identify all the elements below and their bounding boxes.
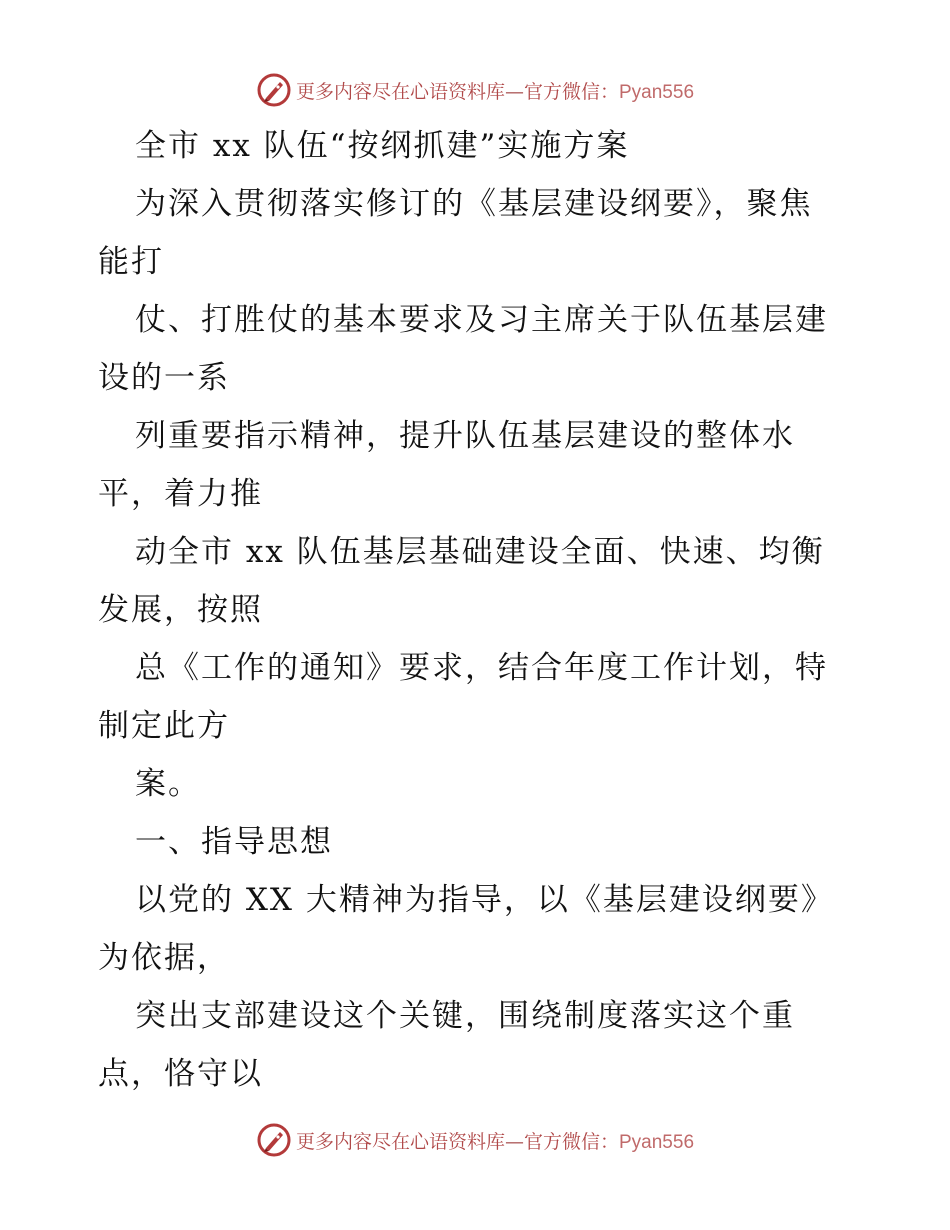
text-line: 平，着力推 [98,476,263,512]
document-body [98,117,858,1103]
text-line: 一、指导思想 [135,824,333,860]
pen-logo-icon [256,72,292,108]
text-line: 动全市 xx 队伍基层基础建设全面、快速、均衡 [135,534,825,570]
watermark-text: 更多内容尽在心语资料库—官方微信：Pyan556 [295,80,695,103]
pen-logo-icon [256,1122,292,1158]
watermark-text: 更多内容尽在心语资料库—官方微信：Pyan556 [295,1130,695,1153]
text-line: 为依据， [98,940,230,976]
text-line: 能打 [98,244,164,280]
text-line: 仗、打胜仗的基本要求及习主席关于队伍基层建 [135,302,828,338]
text-line: 全市 xx 队伍“按纲抓建”实施方案 [135,128,630,164]
text-line: 为深入贯彻落实修订的《基层建设纲要》，聚焦 [135,186,813,222]
text-line: 总《工作的通知》要求，结合年度工作计划，特 [135,650,828,686]
text-line: 以党的 XX 大精神为指导，以《基层建设纲要》 [135,882,834,918]
header-watermark [0,70,950,110]
text-line: 列重要指示精神，提升队伍基层建设的整体水 [135,418,795,454]
text-line: 设的一系 [98,360,230,396]
text-line: 案。 [135,766,201,802]
text-line: 制定此方 [98,708,230,744]
text-line: 点，恪守以 [98,1056,263,1092]
text-line: 突出支部建设这个关键，围绕制度落实这个重 [135,998,795,1034]
footer-watermark [0,1120,950,1160]
text-line: 发展，按照 [98,592,263,628]
